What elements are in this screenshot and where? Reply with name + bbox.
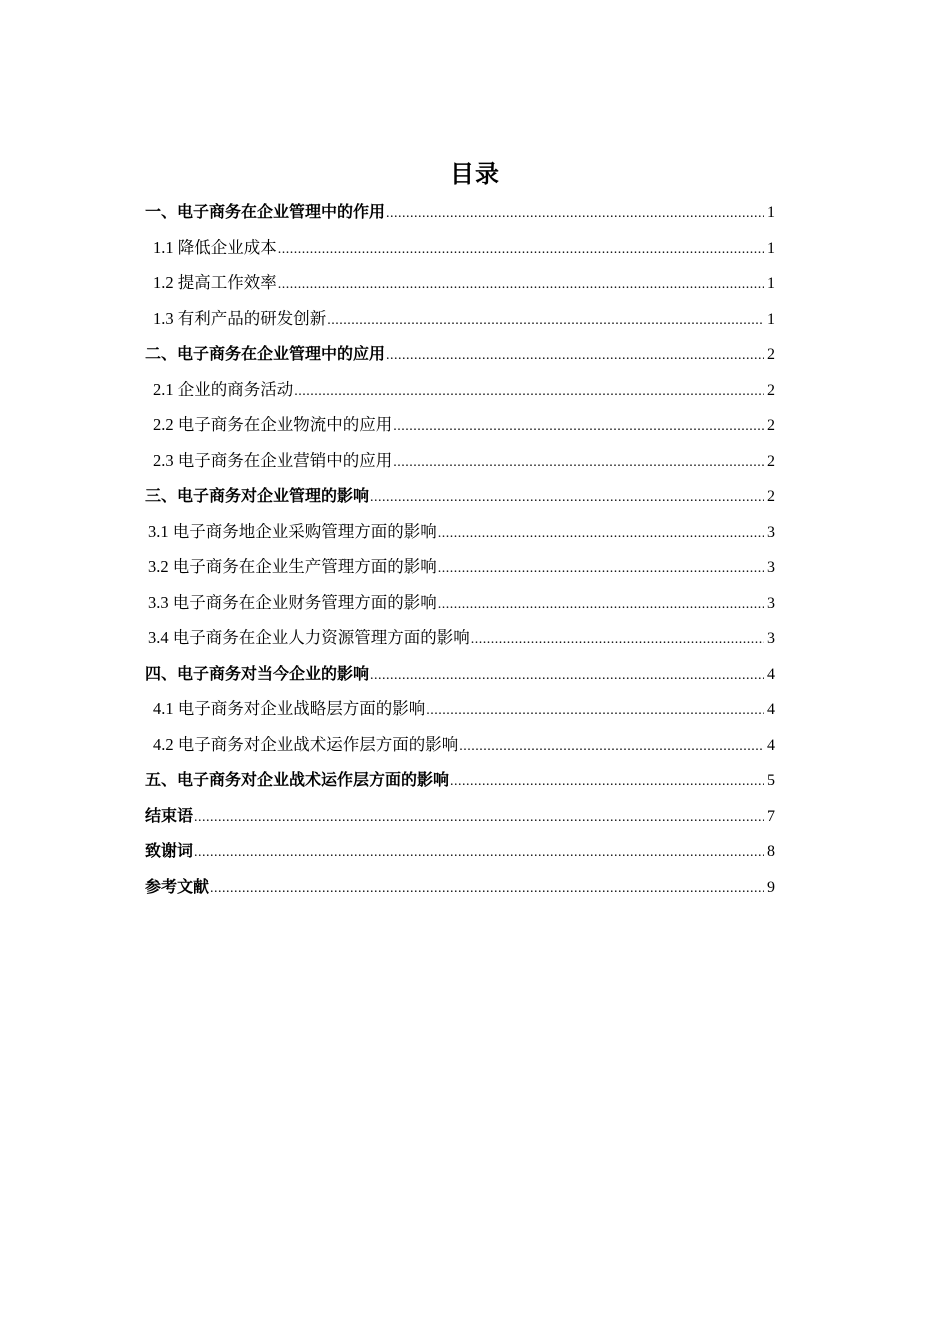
toc-page-number: 2 [767, 488, 775, 505]
toc-entry[interactable] [145, 656, 775, 692]
toc-page-number: 1 [767, 275, 775, 292]
toc-page-number: 4 [767, 665, 775, 683]
toc-page-number: 1 [767, 310, 775, 328]
toc-entry[interactable] [145, 798, 775, 834]
toc-dot-leader [386, 196, 764, 232]
toc-page-number: 2 [767, 452, 775, 470]
toc-dot-leader [438, 587, 764, 623]
toc-entry[interactable] [145, 620, 775, 656]
toc-page-number: 4 [767, 736, 775, 754]
toc-entry-text: 参考文献 [145, 876, 210, 896]
toc-entry-text: 1.3 有利产品的研发创新 [153, 308, 327, 328]
toc-entry[interactable] [145, 336, 775, 372]
toc-dot-leader [471, 622, 764, 658]
toc-entry[interactable] [145, 478, 775, 514]
toc-dot-leader [194, 800, 764, 836]
toc-page-number: 3 [767, 523, 775, 541]
toc-entry-text: 结束语 [145, 805, 194, 825]
toc-entry[interactable] [145, 762, 775, 798]
toc-entry-text: 一、电子商务在企业管理中的作用 [145, 202, 386, 221]
toc-dot-leader [438, 516, 764, 552]
toc-entry-text: 2.2 电子商务在企业物流中的应用 [153, 415, 393, 434]
toc-entry-text: 3.3 电子商务在企业财务管理方面的影响 [148, 592, 437, 612]
toc-entry-text: 3.1 电子商务地企业采购管理方面的影响 [148, 521, 437, 541]
toc-page-number: 3 [767, 594, 775, 612]
toc-page-number: 5 [767, 772, 775, 789]
toc-dot-leader [393, 445, 764, 481]
toc-dot-leader [459, 729, 764, 765]
toc-entry-text: 3.4 电子商务在企业人力资源管理方面的影响 [148, 628, 470, 647]
toc-entry[interactable] [145, 194, 775, 230]
toc-entry[interactable] [145, 549, 775, 585]
toc-dot-leader [370, 480, 764, 516]
toc-entry-text: 致谢词 [145, 841, 194, 860]
toc-title: 目录 [450, 160, 500, 188]
toc-entry-text: 1.2 提高工作效率 [153, 273, 277, 292]
toc-entry-text: 三、电子商务对企业管理的影响 [145, 486, 370, 505]
toc-dot-leader [278, 267, 764, 303]
toc-entry[interactable] [145, 301, 775, 337]
toc-page-number: 2 [767, 346, 775, 363]
toc-dot-leader [194, 835, 764, 871]
table-of-contents [145, 194, 775, 904]
toc-dot-leader [450, 764, 764, 800]
toc-page-number: 3 [767, 630, 775, 647]
toc-page-number: 8 [767, 843, 775, 860]
toc-page-number: 9 [767, 878, 775, 896]
toc-page-number: 4 [767, 701, 775, 718]
toc-page-number: 1 [767, 239, 775, 257]
toc-entry-text: 4.1 电子商务对企业战略层方面的影响 [153, 699, 426, 718]
toc-entry[interactable] [145, 372, 775, 408]
toc-entry[interactable] [145, 407, 775, 443]
toc-entry-text: 2.3 电子商务在企业营销中的应用 [153, 450, 393, 470]
toc-page-number: 2 [767, 417, 775, 434]
toc-dot-leader [386, 338, 764, 374]
toc-dot-leader [294, 374, 764, 410]
toc-dot-leader [438, 551, 764, 587]
toc-page-number: 3 [767, 559, 775, 576]
toc-entry-text: 4.2 电子商务对企业战术运作层方面的影响 [153, 734, 459, 754]
toc-entry[interactable] [145, 443, 775, 479]
toc-entry-text: 1.1 降低企业成本 [153, 237, 277, 257]
toc-dot-leader [327, 303, 764, 339]
toc-page-number: 1 [767, 204, 775, 221]
toc-dot-leader [393, 409, 764, 445]
toc-dot-leader [426, 693, 764, 729]
toc-dot-leader [370, 658, 764, 694]
toc-entry-text: 二、电子商务在企业管理中的应用 [145, 344, 386, 363]
toc-entry[interactable] [145, 230, 775, 266]
toc-entry[interactable] [145, 265, 775, 301]
toc-entry-text: 四、电子商务对当今企业的影响 [145, 663, 370, 683]
toc-entry[interactable] [145, 833, 775, 869]
toc-entry-text: 3.2 电子商务在企业生产管理方面的影响 [148, 557, 437, 576]
toc-entry[interactable] [145, 585, 775, 621]
toc-dot-leader [278, 232, 764, 268]
toc-entry-text: 2.1 企业的商务活动 [153, 379, 294, 399]
toc-entry[interactable] [145, 869, 775, 905]
toc-dot-leader [210, 871, 764, 907]
toc-entry[interactable] [145, 727, 775, 763]
toc-entry[interactable] [145, 514, 775, 550]
toc-page-number: 2 [767, 381, 775, 399]
toc-page-number: 7 [767, 807, 775, 825]
toc-entry[interactable] [145, 691, 775, 727]
toc-entry-text: 五、电子商务对企业战术运作层方面的影响 [145, 770, 450, 789]
